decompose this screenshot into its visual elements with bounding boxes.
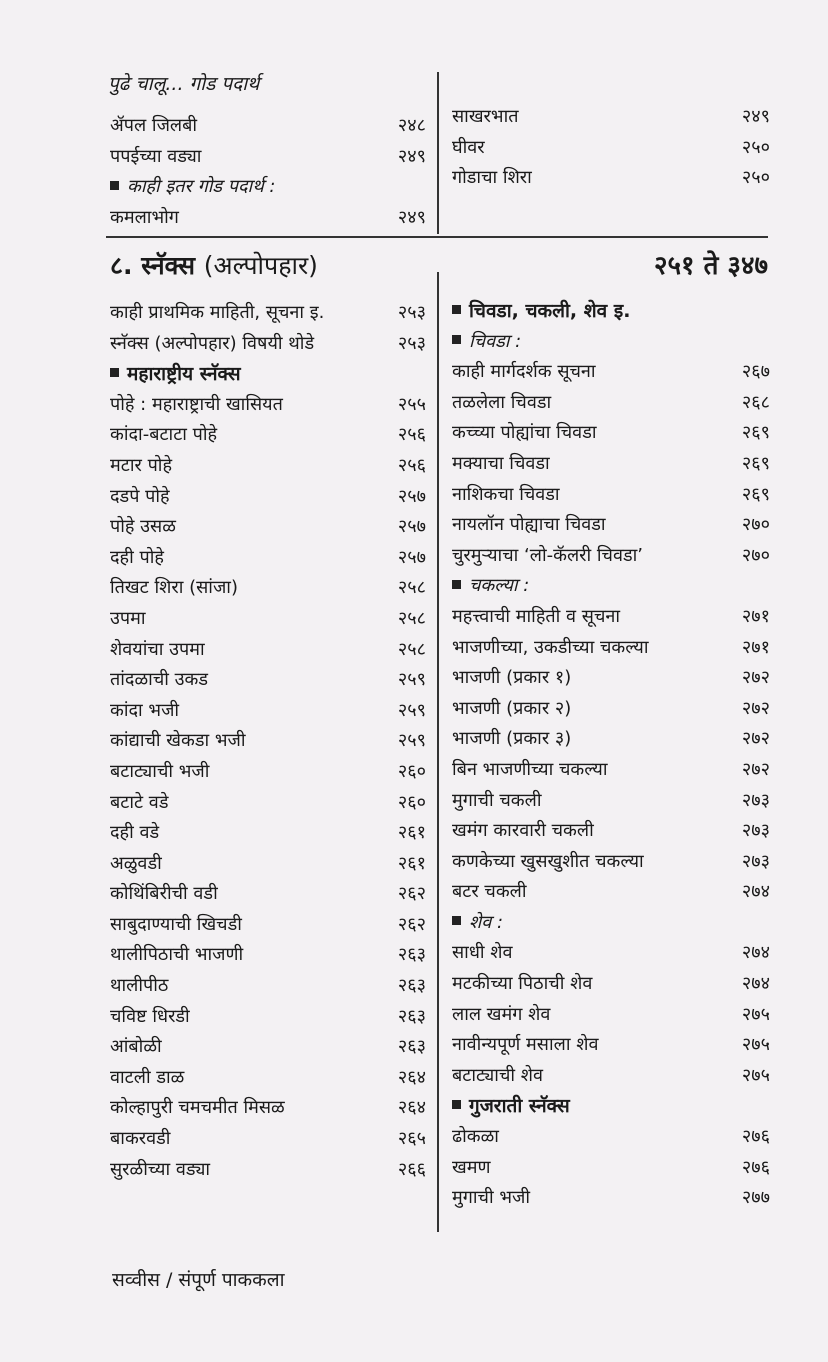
toc-entry-title: भाजणीच्या, उकडीच्या चकल्या <box>452 636 649 658</box>
toc-entry <box>452 877 770 908</box>
toc-entry-title: ढोकळा <box>452 1126 499 1148</box>
square-bullet-icon <box>452 916 461 925</box>
toc-entry <box>110 420 426 451</box>
toc-page-number: २४९ <box>397 145 426 167</box>
toc-entry <box>110 512 426 543</box>
toc-entry-title: स्नॅक्स (अल्पोपहार) विषयी थोडे <box>110 332 315 354</box>
toc-entry <box>110 390 426 421</box>
toc-page-number: २५७ <box>397 516 426 538</box>
toc-entry-title: तांदळाची उकड <box>110 669 208 691</box>
toc-page-number: २७५ <box>741 1003 770 1025</box>
toc-category-heading <box>452 1091 770 1122</box>
toc-entry <box>110 635 426 666</box>
toc-subheading <box>110 172 426 203</box>
toc-page-number: २७४ <box>741 973 770 995</box>
toc-entry-title: गोडाचा शिरा <box>452 167 532 189</box>
toc-entry-title: कांदा-बटाटा पोहे <box>110 424 218 446</box>
toc-entry-title: साखरभात <box>452 106 519 127</box>
toc-entry <box>110 818 426 849</box>
toc-entry-title: नावीन्यपूर्ण मसाला शेव <box>452 1034 599 1056</box>
toc-page-number: २७३ <box>741 820 770 842</box>
toc-category-heading <box>452 296 770 327</box>
toc-entry-title: बिन भाजणीच्या चकल्या <box>452 758 608 780</box>
toc-page-number: २६४ <box>397 1097 426 1119</box>
toc-page-number: २५५ <box>397 393 426 415</box>
toc-page-number: २७२ <box>741 667 770 689</box>
toc-category-heading <box>110 359 426 390</box>
toc-subheading <box>452 908 770 939</box>
toc-entry-title: उपमा <box>110 607 146 629</box>
toc-entry-title: बटाट्याची भजी <box>110 760 210 782</box>
toc-entry-title: तिखट शिरा (सांजा) <box>110 577 238 599</box>
toc-entry <box>110 910 426 941</box>
toc-page-number: २६९ <box>741 483 770 505</box>
toc-entry <box>452 480 770 511</box>
toc-page-number: २७१ <box>741 636 770 658</box>
toc-page-number: २६९ <box>741 452 770 474</box>
toc-page-number: २५६ <box>397 454 426 476</box>
toc-entry-title: साधी शेव <box>452 942 513 964</box>
toc-page-number: २६७ <box>741 361 770 383</box>
toc-page-number: २६८ <box>741 391 770 413</box>
toc-entry-title: पोहे : महाराष्ट्राची खासियत <box>110 393 283 415</box>
toc-page-number: २६४ <box>397 1066 426 1088</box>
toc-entry <box>110 142 426 173</box>
toc-entry <box>452 602 770 633</box>
toc-entry <box>452 847 770 878</box>
toc-entry-title: दडपे पोहे <box>110 485 170 507</box>
square-bullet-icon <box>452 305 461 314</box>
toc-page-number: २६२ <box>397 883 426 905</box>
toc-page-number: २७१ <box>741 605 770 627</box>
toc-entry-title: मटार पोहे <box>110 454 173 476</box>
column-divider-top <box>437 72 439 234</box>
toc-entry-title: पपईच्या वड्या <box>110 145 202 167</box>
toc-page-number: २५८ <box>397 607 426 629</box>
toc-entry-title: महत्त्वाची माहिती व सूचना <box>452 605 621 627</box>
toc-entry <box>110 971 426 1002</box>
square-bullet-icon <box>452 1100 461 1109</box>
toc-entry-title: चविष्ट धिरडी <box>110 1005 190 1027</box>
toc-entry-title: मटकीच्या पिठाची शेव <box>452 973 593 995</box>
toc-entry-title: भाजणी (प्रकार २) <box>452 697 572 719</box>
toc-entry-title: चुरमुऱ्याचा ‘लो-कॅलरी चिवडा’ <box>452 544 644 566</box>
toc-entry <box>452 969 770 1000</box>
section-subtitle: (अल्पोपहार) <box>203 251 318 280</box>
continued-heading: पुढे चालू... गोड पदार्थ <box>108 73 260 95</box>
toc-entry <box>110 111 426 142</box>
toc-page-number: २५० <box>741 136 770 158</box>
section-rule <box>106 236 768 238</box>
toc-page-number: २६३ <box>397 944 426 966</box>
toc-page-number: २७६ <box>741 1156 770 1178</box>
toc-page-number: २४९ <box>397 206 426 228</box>
toc-entry <box>452 357 770 388</box>
toc-page-number: २६५ <box>397 1128 426 1150</box>
toc-entry-title: मुगाची भजी <box>452 1187 531 1209</box>
toc-entry-title: मक्याचा चिवडा <box>452 452 550 474</box>
toc-entry-title: कांदा भजी <box>110 699 180 721</box>
toc-entry <box>452 388 770 419</box>
toc-page-number: २६० <box>397 791 426 813</box>
toc-entry-title: महाराष्ट्रीय स्नॅक्स <box>110 359 241 390</box>
toc-page-number: २६६ <box>397 1158 426 1180</box>
toc-page-number: २६२ <box>397 913 426 935</box>
toc-entry-title: काही प्राथमिक माहिती, सूचना इ. <box>110 302 325 323</box>
toc-entry-title: नाशिकचा चिवडा <box>452 483 560 505</box>
toc-page-number: २७५ <box>741 1064 770 1086</box>
toc-entry <box>110 1002 426 1033</box>
toc-page-number: २६३ <box>397 1005 426 1027</box>
toc-entry <box>110 298 426 329</box>
toc-page-number: २७४ <box>741 942 770 964</box>
toc-entry-title: चिवडा : <box>452 327 521 358</box>
toc-entry-title: तळलेला चिवडा <box>452 391 552 413</box>
toc-page-number: २७२ <box>741 758 770 780</box>
toc-entry-title: थालीपिठाची भाजणी <box>110 944 244 966</box>
toc-entry-title: कच्च्या पोह्यांचा चिवडा <box>452 422 597 444</box>
toc-entry <box>452 1153 770 1184</box>
toc-entry-title: सुरळीच्या वड्या <box>110 1158 211 1180</box>
toc-entry-title: अळुवडी <box>110 852 162 874</box>
toc-entry-title: काही मार्गदर्शक सूचना <box>452 361 596 383</box>
toc-entry <box>452 163 770 194</box>
toc-entry <box>110 1093 426 1124</box>
toc-page-number: २५८ <box>397 638 426 660</box>
toc-page-number: २७४ <box>741 881 770 903</box>
section-page-range: २५१ ते ३४७ <box>653 251 768 281</box>
square-bullet-icon <box>110 368 119 377</box>
toc-entry <box>110 482 426 513</box>
toc-entry <box>110 849 426 880</box>
toc-page-number: २५९ <box>397 669 426 691</box>
toc-page-number: २६३ <box>397 975 426 997</box>
toc-entry <box>110 329 426 360</box>
toc-page-number: २७५ <box>741 1034 770 1056</box>
toc-entry <box>452 694 770 725</box>
toc-entry <box>110 1063 426 1094</box>
toc-entry <box>452 1000 770 1031</box>
page-footer: सव्वीस / संपूर्ण पाककला <box>112 1269 285 1291</box>
toc-entry-title: ॲपल जिलबी <box>110 115 198 136</box>
toc-entry <box>110 788 426 819</box>
toc-entry-title: साबुदाण्याची खिचडी <box>110 913 242 935</box>
toc-entry-title: कमलाभोग <box>110 206 179 228</box>
toc-page-number: २४९ <box>741 106 770 127</box>
toc-page-number: २५९ <box>397 730 426 752</box>
square-bullet-icon <box>110 181 119 190</box>
toc-page-number: २७० <box>741 544 770 566</box>
toc-entry <box>452 786 770 817</box>
toc-entry <box>110 879 426 910</box>
toc-entry-title: बटाटे वडे <box>110 791 169 813</box>
toc-entry <box>452 1183 770 1214</box>
toc-page-number: २७७ <box>741 1187 770 1209</box>
toc-entry <box>452 816 770 847</box>
toc-page-number: २७६ <box>741 1126 770 1148</box>
toc-entry-title: आंबोळी <box>110 1036 162 1058</box>
toc-entry <box>110 203 426 234</box>
toc-entry-title: शेव : <box>452 908 503 939</box>
toc-entry <box>110 726 426 757</box>
toc-entry <box>452 724 770 755</box>
toc-entry-title: मुगाची चकली <box>452 789 542 811</box>
toc-page-number: २५३ <box>397 332 426 354</box>
toc-subheading <box>452 327 770 358</box>
toc-entry-title: कोथिंबिरीची वडी <box>110 883 218 905</box>
toc-entry <box>452 1122 770 1153</box>
toc-entry <box>110 1155 426 1186</box>
toc-entry-title: काही इतर गोड पदार्थ : <box>110 172 276 203</box>
toc-page-number: २६३ <box>397 1036 426 1058</box>
toc-entry <box>452 1061 770 1092</box>
toc-page-number: २५३ <box>397 302 426 323</box>
toc-page-number: २५८ <box>397 577 426 599</box>
toc-entry-title: कोल्हापुरी चमचमीत मिसळ <box>110 1097 285 1119</box>
toc-entry-title: गुजराती स्नॅक्स <box>452 1091 570 1122</box>
toc-page-number: २५७ <box>397 485 426 507</box>
toc-subheading <box>452 571 770 602</box>
section-heading <box>110 248 318 282</box>
toc-page-number: २४८ <box>397 115 426 136</box>
toc-entry-title: थालीपीठ <box>110 975 169 997</box>
toc-entry-title: दही वडे <box>110 822 160 844</box>
toc-page-number: २६९ <box>741 422 770 444</box>
toc-entry <box>452 418 770 449</box>
toc-entry <box>110 940 426 971</box>
toc-entry-title: नायलॉन पोह्याचा चिवडा <box>452 514 606 536</box>
toc-entry-title: घीवर <box>452 136 485 158</box>
toc-entry <box>452 663 770 694</box>
toc-entry-title: कणकेच्या खुसखुशीत चकल्या <box>452 850 644 872</box>
toc-entry <box>110 1124 426 1155</box>
toc-entry <box>452 755 770 786</box>
toc-page-number: २५९ <box>397 699 426 721</box>
toc-entry-title: शेवयांचा उपमा <box>110 638 205 660</box>
toc-page-number: २७२ <box>741 697 770 719</box>
toc-entry <box>110 451 426 482</box>
toc-page-number: २५६ <box>397 424 426 446</box>
toc-page-number: २६० <box>397 760 426 782</box>
toc-entry <box>452 510 770 541</box>
top-left-list <box>110 111 426 233</box>
toc-entry-title: खमण <box>452 1156 491 1178</box>
toc-entry <box>110 696 426 727</box>
top-right-list <box>452 102 770 194</box>
toc-entry <box>452 541 770 572</box>
toc-page-number: २५० <box>741 167 770 189</box>
toc-entry-title: लाल खमंग शेव <box>452 1003 551 1025</box>
toc-entry <box>452 633 770 664</box>
square-bullet-icon <box>452 580 461 589</box>
right-entry-list <box>452 296 770 1214</box>
toc-entry <box>110 665 426 696</box>
toc-entry <box>452 449 770 480</box>
toc-entry <box>452 102 770 133</box>
toc-entry-title: भाजणी (प्रकार ३) <box>452 728 572 750</box>
toc-page-number: २५७ <box>397 546 426 568</box>
toc-entry <box>452 938 770 969</box>
toc-page-number: २७३ <box>741 850 770 872</box>
toc-entry-title: चकल्या : <box>452 571 529 602</box>
column-divider-main <box>437 272 439 1232</box>
toc-entry-title: चिवडा, चकली, शेव इ. <box>452 296 630 327</box>
toc-entry <box>110 757 426 788</box>
toc-entry-title: खमंग कारवारी चकली <box>452 820 594 842</box>
toc-entry-title: दही पोहे <box>110 546 164 568</box>
toc-entry-title: भाजणी (प्रकार १) <box>452 667 572 689</box>
toc-entry <box>452 133 770 164</box>
toc-entry-title: कांद्याची खेकडा भजी <box>110 730 246 752</box>
toc-entry <box>110 604 426 635</box>
toc-page-number: २६१ <box>397 852 426 874</box>
toc-page-number: २६१ <box>397 822 426 844</box>
section-title: ८. स्नॅक्स <box>110 251 196 280</box>
toc-entry-title: बटर चकली <box>452 881 527 903</box>
toc-entry-title: बटाट्याची शेव <box>452 1064 544 1086</box>
toc-entry <box>110 573 426 604</box>
left-entry-list <box>110 298 426 1185</box>
toc-entry <box>110 1032 426 1063</box>
toc-entry-title: पोहे उसळ <box>110 516 176 538</box>
toc-entry-title: बाकरवडी <box>110 1128 171 1150</box>
toc-page-number: २७० <box>741 514 770 536</box>
toc-entry <box>452 1030 770 1061</box>
toc-entry-title: वाटली डाळ <box>110 1066 185 1088</box>
toc-page-number: २७३ <box>741 789 770 811</box>
toc-page-number: २७२ <box>741 728 770 750</box>
square-bullet-icon <box>452 335 461 344</box>
toc-entry <box>110 543 426 574</box>
